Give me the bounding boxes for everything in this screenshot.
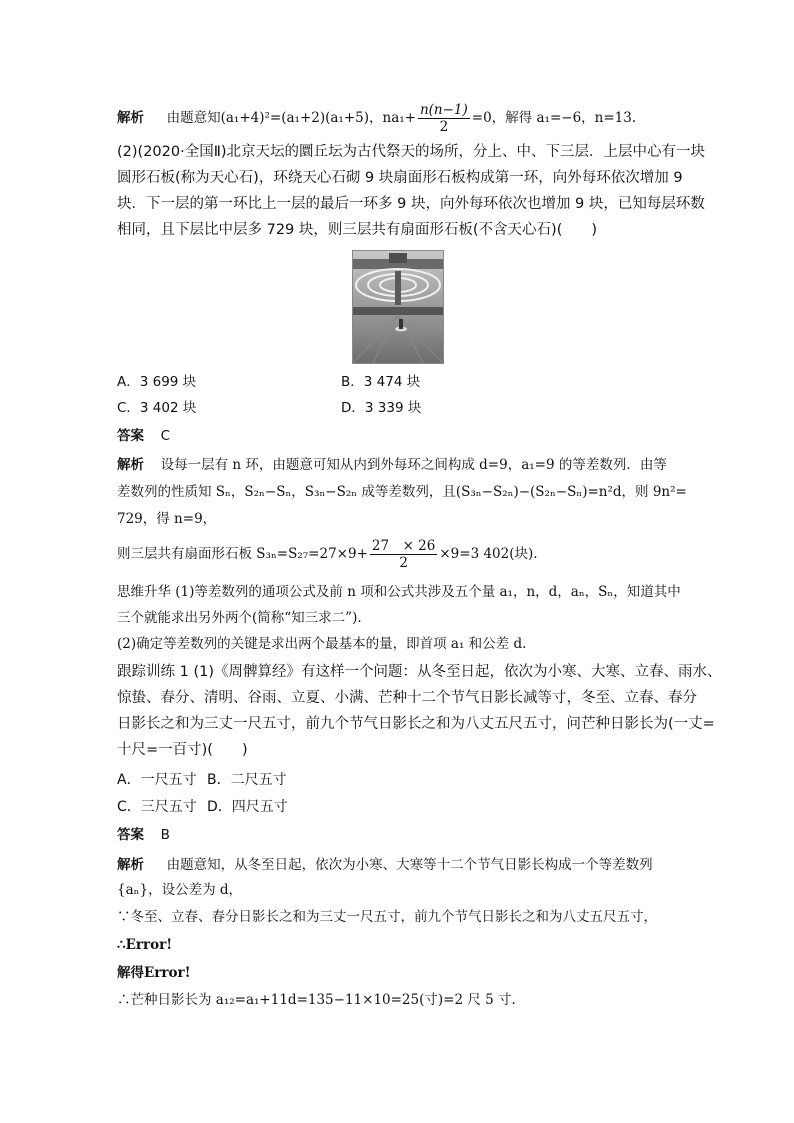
solution-2-last-post: ×9=3 402(块).: [439, 546, 538, 562]
summary-line-1: 思维升华 (1)等差数列的通项公式及前 n 项和公式共涉及五个量 a₁，n，d，aₙ，Sₙ，知道其中: [117, 584, 681, 600]
solution-1-text-pre: 由题意知(a₁+4)²=(a₁+2)(a₁+5)，na₁+: [166, 110, 416, 126]
option-b: B．3 474 块: [341, 374, 421, 390]
solution-1-text-post: =0，解得 a₁=−6，n=13.: [471, 110, 637, 126]
answer-label: 答案: [117, 827, 144, 843]
practice-option-c: C．三尺五寸: [117, 799, 197, 815]
fraction-numerator: n(n−1): [419, 102, 468, 118]
summary-line-3: (2)确定等差数列的关键是求出两个最基本的量，即首项 a₁ 和公差 d.: [117, 636, 527, 652]
solution-2-line-3: 729，得 n=9，: [117, 511, 217, 527]
practice-line-3: 日影长之和为三丈一尺五寸，前九个节气日影长之和为八丈五尺五寸，问芒种日影长为(一丈=: [117, 716, 715, 732]
option-d: D．3 339 块: [341, 400, 422, 416]
solution-3-text: 由题意知，从冬至日起，依次为小寒、大寒等十二个节气日影长构成一个等差数列: [166, 857, 653, 873]
fraction: [370, 538, 437, 571]
problem-2-line-3: 块．下一层的第一环比上一层的最后一环多 9 块，向外每环依次也增加 9 块，已知每层环数: [117, 196, 705, 212]
answer-2-line: [117, 825, 170, 845]
solution-3-line-1: [117, 855, 653, 875]
summary-line-2: 三个就能求出另外两个(简称“知三求二”).: [117, 610, 362, 626]
practice-line-1: 跟踪训练 1 (1)《周髀算经》有这样一个问题：从冬至日起，依次为小寒、大寒、立春、雨水、: [117, 664, 722, 680]
solution-label: 解析: [117, 857, 144, 873]
solution-2-last-pre: 则三层共有扇面形石板 S₃ₙ=S₂₇=27×9+: [117, 546, 368, 562]
solution-label: 解析: [117, 110, 144, 126]
solution-3-line-5: 解得Error!: [117, 965, 191, 981]
option-c: C．3 402 块: [117, 400, 197, 416]
fraction: [418, 102, 470, 135]
solution-3-line-2: {aₙ}，设公差为 d，: [117, 882, 243, 898]
answer-1-line: [117, 426, 170, 446]
answer-value: C: [160, 428, 171, 444]
solution-2-text: 设每一层有 n 环，由题意可知从内到外每环之间构成 d=9，a₁=9 的等差数列．由等: [160, 457, 667, 473]
solution-3-line-6: ∴芒种日影长为 a₁₂=a₁+11d=135−11×10=25(寸)=2 尺 5 寸.: [117, 992, 516, 1008]
answer-value: B: [160, 827, 170, 843]
solution-2-line-2: 差数列的性质知 Sₙ，S₂ₙ−Sₙ，S₃ₙ−S₂ₙ 成等差数列，且(S₃ₙ−S₂ₙ)−(S₂ₙ−Sₙ)=n²d，则 9n²=: [117, 484, 687, 500]
solution-1-line: [117, 102, 636, 135]
solution-2-line-1: [117, 455, 667, 475]
fraction-numerator: 27 × 26: [371, 538, 436, 554]
option-a: A．3 699 块: [117, 374, 197, 390]
practice-line-2: 惊蛰、春分、清明、谷雨、立夏、小满、芒种十二个节气日影长减等寸，冬至、立春、春分: [117, 690, 697, 706]
solution-label: 解析: [117, 457, 144, 473]
altar-photo-image: [353, 251, 443, 363]
solution-2-line-4: [117, 538, 538, 571]
answer-label: 答案: [117, 428, 144, 444]
altar-photo: [352, 250, 444, 364]
practice-option-b: B．二尺五寸: [207, 772, 287, 788]
solution-3-line-3: ∵冬至、立春、春分日影长之和为三丈一尺五寸，前九个节气日影长之和为八丈五尺五寸，: [117, 909, 657, 925]
solution-3-line-4: ∴Error!: [117, 937, 173, 953]
problem-2-line-1: (2)(2020·全国Ⅱ)北京天坛的圜丘坛为古代祭天的场所，分上、中、下三层．上层中心有一块: [117, 144, 705, 160]
practice-option-d: D．四尺五寸: [207, 799, 288, 815]
fraction-denominator: 2: [399, 555, 408, 571]
practice-option-a: A．一尺五寸: [117, 772, 197, 788]
practice-line-4: 十尺=一百寸)( ): [117, 742, 248, 758]
fraction-denominator: 2: [439, 119, 449, 135]
problem-2-line-2: 圆形石板(称为天心石)，环绕天心石砌 9 块扇面形石板构成第一环，向外每环依次增加 9: [117, 170, 683, 186]
problem-2-line-4: 相同，且下层比中层多 729 块，则三层共有扇面形石板(不含天心石)( ): [117, 222, 598, 238]
